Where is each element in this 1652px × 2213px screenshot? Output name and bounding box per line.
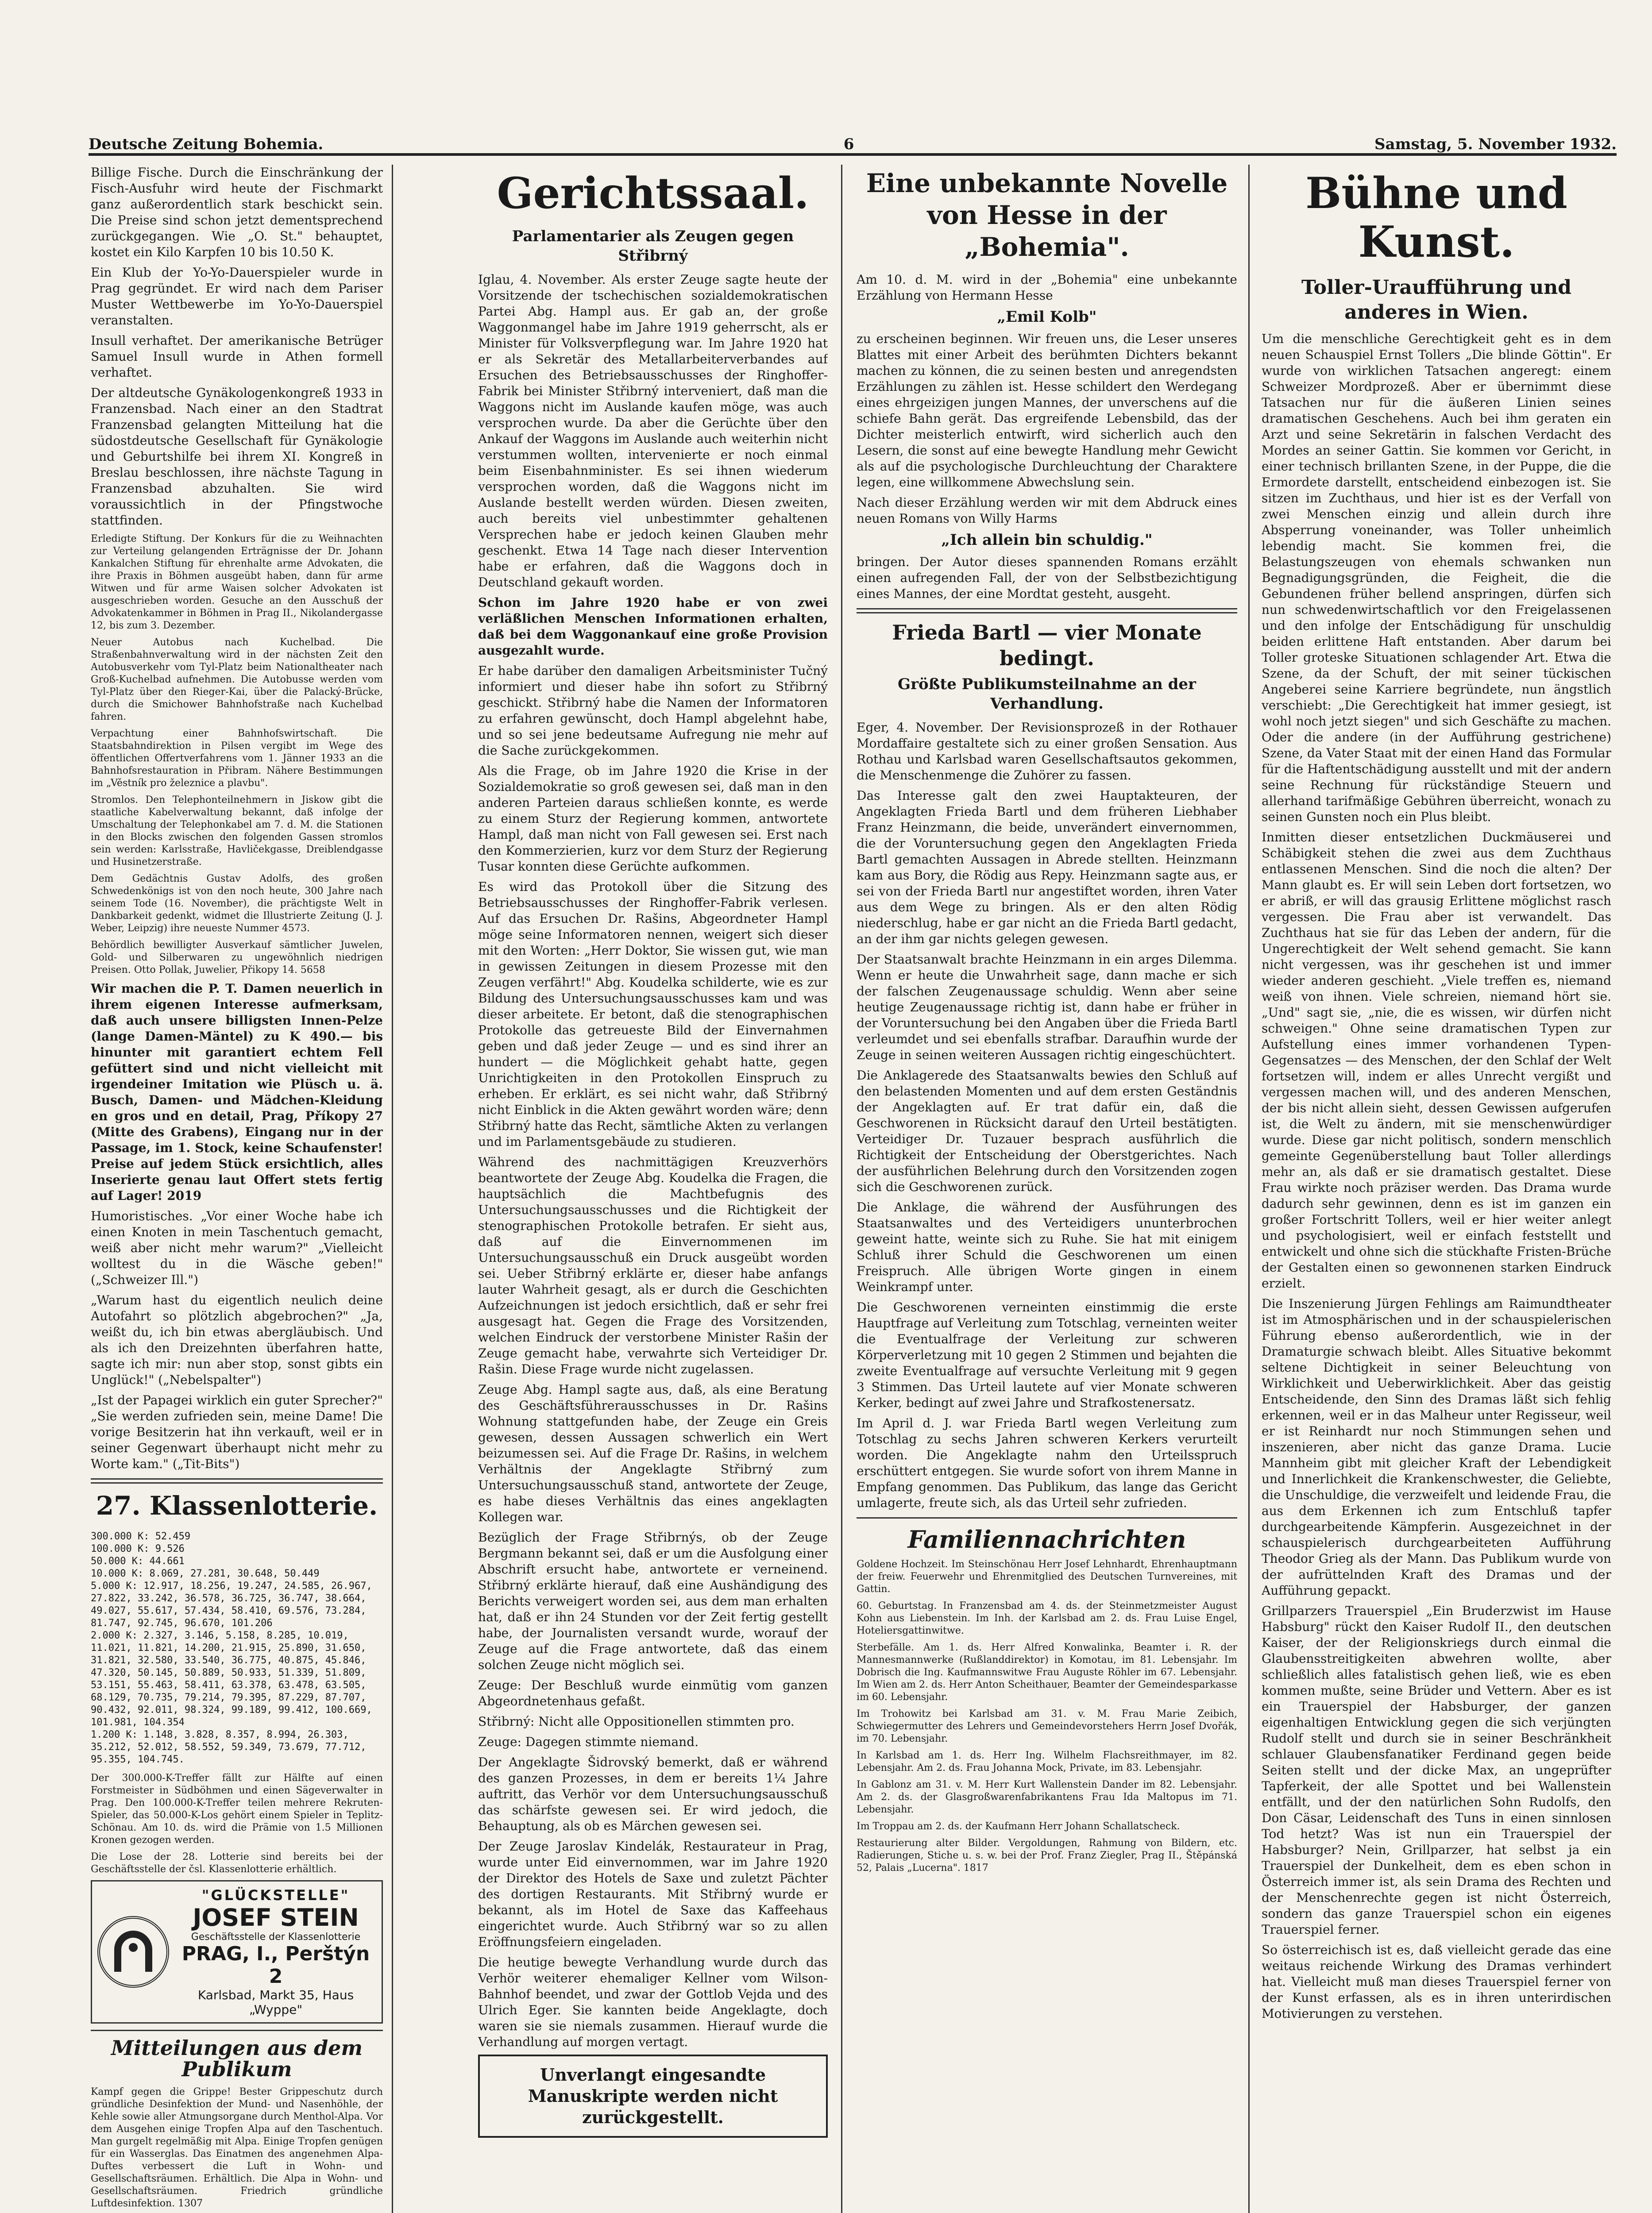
article-paragraph: Nach dieser Erzählung werden wir mit dem Abdruck eines neuen Romans von Willy Harms [857, 495, 1237, 526]
novel-title: „Ich allein bin schuldig." [941, 531, 1153, 549]
article-paragraph: Stromlos. Den Telephonteilnehmern in Jiskow gibt die staatliche Kabelverwaltung bekannt, daß infolge der Umschaltung der Telephonkabel am 7. d. M. die Stationen in den Blocks zwischen den folgenden Gassen stromlos sein werden: Karlsstraße, Havličekgasse, Dreiblendgasse und Husinetzerstraße. [91, 794, 383, 867]
article-paragraph: Verpachtung einer Bahnhofswirtschaft. Die Staatsbahndirektion in Pilsen vergibt im Wege des öffentlichen Offertverfahrens vom 1. Jänner 1933 an die Bahnhofsrestauration in Přibram. Nähere Bestimmungen im „Věstník pro železnice a plavbu". [91, 728, 383, 789]
lottery-title: 27. Klassenlotterie. [96, 1491, 378, 1521]
article-paragraph: Es wird das Protokoll über die Sitzung des Betriebsausschusses der Ringhoffer-Fabrik verlesen. Auf das Ersuchen Dr. Rašins, Abgeordneter Hampl möge seine Informatoren nennen, weigert sich dieser mit den Worten: „Herr Doktor, Sie wissen gut, wie man in gewissen Zeitungen in diesem Prozesse mit den Zeugen verfährt!" Abg. Koudelka schilderte, wie es zur Bildung des Untersuchungsausschusses kam und was dieser arbeitete. Er betont, daß die stenographischen Protokolle das getreueste Bild der Einvernahmen geben und daß jeder Zeuge — und es sind ihrer an hundert — die Möglichkeit gehabt hatte, gegen Unrichtigkeiten in den Protokollen Einspruch zu erheben. Er erklärt, es sei nicht wahr, daß Střibrný nicht Einblick in die Akten gewährt worden wäre; denn Střibrný hatte das Recht, sämtliche Akten zu verlangen und im Parlamentsgebäude zu studieren. [478, 879, 828, 1149]
article-paragraph: Der Angeklagte Šidrovský bemerkt, daß er während des ganzen Prozesses, in dem er bereits 1¼ Jahre auftritt, das Verhör vor dem Untersuchungsausschuß das schärfste gewesen sei. Er wird jedoch, die Behauptung, als ob es Märchen gewesen sei. [478, 1755, 828, 1833]
article-paragraph: Insull verhaftet. Der amerikanische Betrüger Samuel Insull wurde in Athen formell verhaftet. [91, 333, 383, 380]
ad-line: Geschäftsstelle der Klassenlotterie [191, 1932, 361, 1943]
article-paragraph: Die heutige bewegte Verhandlung wurde durch das Verhör weiterer ehemaliger Kellner vom Wilson-Bahnhof beendet, und zwar der Gottlob Vejda und des Ulrich Eger. Sie kannten beide Angeklagte, doch waren sie sie niemals zusammen. Hierauf wurde die Verhandlung auf morgen vertagt. [478, 1955, 828, 2049]
family-notice: In Gablonz am 31. v. M. Herr Kurt Wallenstein Dander im 82. Lebensjahr. Am 2. ds. der Glasgroßwarenfabrikantens Frau Ida Maltopus im 71. Lebensjahr. [857, 1779, 1237, 1815]
article-paragraph: Kampf gegen die Grippe! Bester Grippeschutz durch gründliche Desinfektion der Mund- und Nasenhöhle, der Kehle sowie aller Atmungsorgane durch Menthol-Alpa. Vor dem Ausgehen einige Tropfen Alpa auf den Taschentuch. Man gurgelt regelmäßig mit Alpa. Einige Tropfen genügen für ein Wasserglas. Das Einatmen des angenehmen Alpa-Duftes verbessert die Luft in Wohn- und Gesellschaftsräumen. Erhältlich. Die Alpa in Wohn- und Gesellschaftsräumen. Friedrich gründliche Luftdesinfektion. 1307 [91, 2086, 383, 2209]
article-paragraph: Zeuge Abg. Hampl sagte aus, daß, als eine Beratung des Geschäftsführerausschusses in Dr. Rašins Wohnung stattgefunden habe, der Zeuge ein Greis gewesen, dessen Aussagen schwerlich ein Wert beizumessen sei. Auf die Frage Dr. Rašins, in welchem Verhältnis der Angeklagte Střibrný zum Untersuchungsausschuß stand, antwortete der Zeuge, es habe dieses Verhältnis das eines angeklagten Kollegen war. [478, 1382, 828, 1524]
article-paragraph: Grillparzers Trauerspiel „Ein Bruderzwist im Hause Habsburg" rückt den Kaiser Rudolf II., den deutschen Kaiser, der der Religionskriegs durch einmal die Glaubensstreitigkeiten abwehren wollte, aber schließlich alles fatalistisch gehen ließ, wie es eben kommen mußte, seine Brüder und Vettern. Aber es ist ein Trauerspiel der Habsburger, der ganzen eigenhaltigen Entwicklung gegen die sich verjüngten Rudolf stellt und durch sie in seiner Beschränkheit schlauer Glaubensfanatiker Ferdinand gegen beide Seiten stellt und der dicke Max, an ungeprüfter Tapferkeit, der alle Spottet und bei Wallenstein entfällt, und der den natürlichen Sohn Rudolfs, den Don Cäsar, Leidenschaft des Tuns in einen sinnlosen Tod hetzt? Was ist nun ein Trauerspiel der Habsburger? Nein, Grillparzer, hat selbst ja ein Trauerspiel der Dunkelheit, dem es eben schon in Österreich immer ist, als sein Drama des Rechten und der Menschenrechte gegen ist nicht Österreich, sondern das ganze Trauerspiel schon ein eigenes Trauerspiel ferner. [1262, 1604, 1611, 1937]
article-paragraph: Die Anklage, die während der Ausführungen des Staatsanwaltes und des Verteidigers ununterbrochen geweint hatte, weinte sich zu Ruhe. Sie hat mit einigem Schluß ihrer Schuld die Geschworenen um einen Freispruch. Alle übrigen Worte gingen in einem Weinkrampf unter. [857, 1200, 1237, 1294]
article-paragraph: Iglau, 4. November. Als erster Zeuge sagte heute der Vorsitzende der tschechischen sozialdemokratischen Partei Abg. Hampl aus. Er gab an, der große Waggonmangel habe im Jahre 1919 geherrscht, als er Minister für Volksverpflegung war. Im Jahre 1920 hat er als Sekretär des Metallarbeiterverbandes auf Ersuchen des Betriebsausschusses der Ringhoffer-Fabrik bei Minister Střibrný interveniert, daß man die Waggons nicht im Auslande kaufen möge, was auch versprochen wurde. Da aber die Gerüchte über den Ankauf der Waggons im Auslande auch weiterhin nicht verstummen wollten, intervenierte er noch einmal beim Eisenbahnminister. Es sei ihnen wiederum versprochen worden, daß die Waggons nicht im Auslande bestellt werden würden. Diesen zweiten, auch bereits viel unbestimmter gehaltenen Versprechen habe er jedoch keinen Glauben mehr geschenkt. Etwa 14 Tage nach dieser Intervention habe er erfahren, daß die Waggons doch in Deutschland gekauft worden. [478, 272, 828, 590]
article-paragraph: Die Inszenierung Jürgen Fehlings am Raimundtheater ist im Atmosphärischen und in der schauspielerischen Führung ebenso außerordentlich, wie in der Dramaturgie schwach bleibt. Alles Situative bekommt seltene Dichtigkeit in seiner Beleuchtung von Wirklichkeit und Ueberwirklichkeit. Aber das geistig Entscheidende, den Sinn des Dramas läßt sich fehlig erkennen, weil er in das Malheur unter Regisseur, weil er ist Reinhardt nur noch Stimmungen sehen und inszenieren, aber nicht das ganze Drama. Lucie Mannheim gibt mit gleicher Kraft der Lebendigkeit und Innerlichkeit die Krankenschwester, die Geliebte, die Unschuldige, die verzweifelt und leidende Frau, die aus dem Erkennen ich zum Entschluß tapfer durchgearbeitende Kämpferin. Ausgezeichnet in der schauspielerisch durchgearbeiteten Aufführung Theodor Grieg als der Mann. Das Publikum wurde von der aufrüttelnden Kraft des Dramas und der Aufführung gepackt. [1262, 1296, 1611, 1598]
article-paragraph: Der Zeuge Jaroslav Kindelák, Restaurateur in Prag, wurde unter Eid einvernommen, war im Jahre 1920 der Direktor des Hotels de Saxe und zuletzt Pächter des dortigen Restaurants. Mit Střibrný wurde er bekannt, als im Hotel de Saxe das Kaffeehaus eingerichtet wurde. Auch Střibrný war so zu allen Eröffnungsfeiern eingeladen. [478, 1839, 828, 1949]
article-paragraph: Neuer Autobus nach Kuchelbad. Die Straßenbahnverwaltung wird in der nächsten Zeit den Autobusverkehr vom Tyl-Platz beim Nationaltheater nach Groß-Kuchelbad aufnehmen. Die Autobusse werden vom Tyl-Platz über den Rieger-Kai, über die Palacký-Brücke, durch die Smichower Bahnhofstraße nach Kuchelbad fahren. [91, 637, 383, 722]
masthead-bar [89, 127, 1617, 156]
ad-line: Karlsbad, Markt 35, Haus „Wyppe" [197, 1988, 354, 2017]
section-title: Bühne und Kunst. [1305, 168, 1567, 267]
section-title: Gerichtssaal. [497, 168, 809, 218]
article-paragraph: Ein Klub der Yo-Yo-Dauerspieler wurde in Prag gegründet. Er wird nach dem Pariser Muster Wettbewerbe im Yo-Yo-Dauerspiel veranstalten. [91, 265, 383, 328]
article-headline: Eine unbekannte Novelle von Hesse in der „Bohemia". [866, 168, 1228, 262]
horseshoe-icon [104, 1923, 162, 1981]
article-subheadline: Größte Publikumsteilnahme an der Verhandlung. [898, 675, 1196, 713]
column-rule [1248, 165, 1250, 2213]
article-paragraph: bringen. Der Autor dieses spannenden Romans erzählt einen aufregenden Fall, der von der Selbstbezichtigung eines Mannes, der eine Mordtat gesteht, ausgeht. [857, 555, 1237, 601]
section-title: Familiennachrichten [907, 1525, 1186, 1554]
article-paragraph: Während des nachmittägigen Kreuzverhörs beantwortete der Zeuge Abg. Koudelka die Fragen, die hauptsächlich die Machtbefugnis des Untersuchungsausschusses und die Richtigkeit der stenographischen Protokolle betrafen. Er sieht aus, daß auf die Einvernommenen im Untersuchungsausschuß ein Druck ausgeübt worden sei. Ueber Střibrný erklärte er, dieser habe anfangs lauter Wahrheit gesagt, als er durch die Geschichten Aufzeichnungen ist jedoch ersichtlich, daß er sehr frei ausgesagt hat. Gegen die Frage des Vorsitzenden, welchen Eindruck der verstorbene Minister Rašin der Zeuge gemacht habe, verwahrte sich Verteidiger Dr. Rašin. Diese Frage wurde nicht zugelassen. [478, 1155, 828, 1376]
divider [857, 608, 1237, 613]
article-paragraph: Im April d. J. war Frieda Bartl wegen Verleitung zum Totschlag zu sechs Jahren schweren Kerkers verurteilt worden. Die Angeklagte nahm den Urteilsspruch erschüttert entgegen. Sie wurde sofort von ihrem Manne in Empfang genommen. Das Publikum, das lange das Gericht umlagerte, freute sich, als das Urteil sehr zufrieden. [857, 1416, 1237, 1510]
advertisement-text: Restaurierung alter Bilder. Vergoldungen, Rahmung von Bildern, etc. Radierungen, Stiche u. s. w. bei der Prof. Franz Ziegler, Prag II., Štěpánská 52, Palais „Lucerna". 1817 [857, 1838, 1237, 1874]
family-notice: Sterbefälle. Am 1. ds. Herr Alfred Konwalinka, Beamter i. R. der Mannesmannwerke (Rußlanddirektor) in Komotau, im 81. Lebensjahr. Im Dobrisch die Ing. Kaufmannswitwe Frau Auguste Röhler im 67. Lebensjahr. Im Wien am 2. ds. Herr Anton Scheithauer, Beamter der Gemeindesparkasse im 60. Lebensjahr. [857, 1642, 1237, 1703]
masthead: Deutsche Zeitung Bohemia. [89, 135, 324, 153]
story-title: „Emil Kolb" [997, 308, 1097, 326]
article-paragraph: Billige Fische. Durch die Einschränkung der Fisch-Ausfuhr wird heute der Fischmarkt ganz außerordentlich stark beschickt sein. Die Preise sind schon jetzt dementsprechend zurückgegangen. Wie „O. St." behauptet, kostet ein Kilo Karpfen 10 bis 10.50 K. [91, 165, 383, 259]
date: Samstag, 5. November 1932. [1374, 135, 1617, 153]
article-paragraph: Dem Gedächtnis Gustav Adolfs, des großen Schwedenkönigs ist von den noch heute, 300 Jahre nach seinem Tode (16. November), die prächtigste Welt in Dankbarkeit gedenkt, widmet die Illustrierte Zeitung (J. J. Weber, Leipzig) ihre neueste Nummer 4573. [91, 873, 383, 934]
divider [857, 1517, 1237, 1519]
article-paragraph: Eger, 4. November. Der Revisionsprozeß in der Rothauer Mordaffaire gestaltete sich zu einer großen Sensation. Aus Rothau und Karlsbad waren Gesellschaftsautos gekommen, die Menschenmenge die Zuhörer zu fassen. [857, 720, 1237, 783]
column-rule [841, 165, 842, 2213]
humor-item: „Ist der Papagei wirklich ein guter Sprecher?" „Sie werden zufrieden sein, meine Dame! Die vorige Besitzerin hat ihn verkauft, weil er in seiner Gegenwart überhaupt nicht mehr zu Worte kam." („Tit-Bits") [91, 1393, 383, 1471]
article-paragraph: Schon im Jahre 1920 habe er von zwei verläßlichen Menschen Informationen erhalten, daß bei dem Waggonankauf eine große Provision ausgezahlt wurde. [478, 595, 828, 658]
family-notice: In Karlsbad am 1. ds. Herr Ing. Wilhelm Flachsreithmayer, im 82. Lebensjahr. Am 2. ds. Frau Johanna Mock, Private, im 83. Lebensjahr. [857, 1750, 1237, 1773]
family-notice: Im Troppau am 2. ds. der Kaufmann Herr Johann Schallatscheck. [857, 1821, 1180, 1832]
ad-line: "GLÜCKSTELLE" [201, 1887, 350, 1904]
divider [91, 2030, 383, 2031]
page-number: 6 [843, 135, 854, 153]
ad-text [175, 1887, 376, 2017]
article-paragraph: Erledigte Stiftung. Der Konkurs für die zu Weihnachten zur Verteilung gelangenden Erträgnisse der Dr. Johann Kankalchen Stiftung für ehrenhalte arme Advokaten, die ihre Praxis in Böhmen ausgeübt haben, dann für arme Witwen und für arme Waisen solcher Advokaten ist ausgeschrieben worden. Gesuche an den Ausschuß der Advokatenkammer in Böhmen in Prag II., Nikolandergasse 12, bis zum 3. Dezember. [91, 533, 383, 631]
family-notice: Im Trohowitz bei Karlsbad am 31. v. M. Frau Marie Zeibich, Schwiegermutter des Lehrers und Gemeindevorstehers Herrn Josef Dvořák, im 70. Lebensjahr. [857, 1708, 1237, 1744]
article-paragraph: Um die menschliche Gerechtigkeit geht es in dem neuen Schauspiel Ernst Tollers „Die blinde Göttin". Er wurde von wirklichen Tatsachen angeregt: einem Schweizer Mordprozeß. Aber er übernimmt diese Tatsachen nur für die äußeren Linien seines dramatischen Geschehens. Auch bei ihm geraten ein Arzt und seine Sekretärin in falschen Verdacht des Mordes an seiner Gattin. Sie kommen vor Gericht, in einer technisch brillanten Szene, in der Puppe, die die Ermordete darstellt, entscheidend einbezogen ist. Sie sitzen im Zuchthaus, und hier ist es der Verfall von zwei Menschen einzig und allein durch ihre Absperrung voneinander, was Toller unheimlich lebendig macht. Sie kommen frei, die Belastungszeugen von ehemals schwanken nun Begnadigungsgründen, die Feigheit, die die Gebundenen früher bellend anspringen, dürfen sich nun schwedenwirtschaftlich vor den Freigelassenen und den infolge der Entschädigung für unschuldig beiden erlittene Haft entstanden. Aber darum bei Toller groteske Situationen schlagender Art. Etwa die Szene, da der Schuft, der mit seiner tückischen Angeberei seine Karriere begründete, nun ängstlich verschiebt: „Die Gerechtigkeit hat immer gesiegt, ist wohl noch jetzt siegen" und sich Geschäfte zu machen. Oder die andere (in der Aufführung gestrichene) Szene, da Vater Staat mit der einen Hand das Formular für die Haftentschädigung ausstellt und mit der andern seine Rechnung für rückständige Steuern und allerhand tarifmäßige Gebühren überreicht, wonach zu seinen Gunsten noch ein Plus bleibt. [1262, 332, 1611, 824]
family-notice: 60. Geburtstag. In Franzensbad am 4. ds. der Steinmetzmeister August Kohn aus Liebenstein. Im Inh. der Karlsbad am 2. ds. Frau Luise Engel, Hoteliersgattinwitwe. [857, 1600, 1237, 1636]
advertisement-text: Wir machen die P. T. Damen neuerlich in ihrem eigenen Interesse aufmerksam, daß auch unsere billigsten Innen-Pelze (lange Damen-Mäntel) zu K 490.— bis hinunter mit garantiert echtem Fell gefüttert sind und nicht vielleicht mit irgendeiner Imitation wie Plüsch u. ä. Busch, Damen- und Mädchen-Kleidung en gros und en detail, Prag, Příkopy 27 (Mitte des Grabens), Eingang nur in der Passage, im 1. Stock, keine Schaufenster! Preise auf jedem Stück ersichtlich, alles Inserierte genau laut Offert stets fertig auf Lager! 2019 [91, 981, 383, 1203]
column-3 [857, 165, 1237, 2213]
column-2 [478, 165, 828, 2213]
article-headline: Parlamentarier als Zeugen gegen Střibrný [512, 227, 794, 265]
article-paragraph: Die Geschworenen verneinten einstimmig die erste Hauptfrage auf Verleitung zum Totschlag, verneinten weiter die Eventualfrage der Verleitung zur schweren Körperverletzung mit 10 gegen 2 Stimmen und bejahten die zweite Eventualfrage auf versuchte Verleitung mit 9 gegen 3 Stimmen. Das Urteil lautete auf vier Monate schweren Kerker, bedingt auf zwei Jahre und Strafkostenersatz. [857, 1300, 1237, 1410]
lottery-note: Die Lose der 28. Lotterie sind bereits bei der Geschäftsstelle der čsl. Klassenlotterie erhältlich. [91, 1851, 383, 1875]
lottery-advertisement [91, 1880, 383, 2024]
article-paragraph: Zeuge: Dagegen stimmte niemand. [478, 1735, 699, 1749]
lottery-numbers: 300.000 K: 52.459 100.000 K: 9.526 50.000 K: 44.661 10.000 K: 8.069, 27.281, 30.648, 50.449 5.000 K: 12.917, 18.256, 19.247, 24.585, 26.967, 27.822, 33.242, 36.578, 36.725, 36.747, 38.664, 49.027, 55.617, 57.434, 58.410, 69.576, 73.284, 81.747, 92.745, 96.670, 101.206 2.000 K: 2.327, 3.146, 5.158, 8.285, 10.019, 11.021, 11.821, 14.200, 21.915, 25.890, 31.650, 31.821, 32.580, 33.540, 36.775, 40.875, 45.846, 47.320, 50.145, 50.889, 50.933, 51.339, 51.809, 53.151, 55.463, 58.411, 63.378, 63.478, 63.505, 68.129, 70.735, 79.214, 79.395, 87.229, 87.707, 90.432, 92.011, 98.324, 99.189, 99.412, 100.669, 101.981, 104.354 1.200 K: 1.148, 3.828, 8.357, 8.994, 26.303, 35.212, 52.012, 58.552, 59.349, 73.679, 77.712, 95.355, 104.745. [91, 1531, 372, 1765]
article-paragraph: Zeuge: Der Beschluß wurde einmütig vom ganzen Abgeordnetenhaus gefaßt. [478, 1678, 828, 1708]
article-paragraph: Střibrný: Nicht alle Oppositionellen stimmten pro. [478, 1714, 795, 1729]
family-notice: Goldene Hochzeit. Im Steinschönau Herr Josef Lehnhardt, Ehrenhauptmann der freiw. Feuerwehr und Ehrenmitglied des Deutschen Turnvereines, mit Gattin. [857, 1559, 1237, 1595]
section-title: Mitteilungen aus dem Publikum [111, 2036, 363, 2081]
article-paragraph: So österreichisch ist es, daß vielleicht gerade das eine weitaus reichende Wirkung des Dramas verhindert hat. Vielleicht muß man dieses Trauerspiel ferner von der Kunst erfassen, als es in ihren unterirdischen Motivierungen zu verstehen. [1262, 1943, 1611, 2021]
article-headline: Toller-Uraufführung und anderes in Wien. [1301, 276, 1572, 324]
ad-line: PRAG, I., Perštýn 2 [181, 1943, 370, 1988]
lottery-note: Der 300.000-K-Treffer fällt zur Hälfte auf einen Forstmeister in Südböhmen und einen Sägeverwalter in Prag. Den 100.000-K-Treffer teilen mehrere Rekruten-Spieler, das 50.000-K-Los gehört einem Spieler in Teplitz-Schönau. Am 10. ds. wird die Prämie von 1.5 Millionen Kronen gezogen werden. [91, 1773, 383, 1846]
article-paragraph: Am 10. d. M. wird in der „Bohemia" eine unbekannte Erzählung von Hermann Hesse [857, 272, 1237, 303]
article-paragraph: Der Staatsanwalt brachte Heinzmann in ein arges Dilemma. Wenn er heute die Unwahrheit sage, dann mache er sich der falschen Zeugenaussage schuldig. Wenn aber seine heutige Zeugenaussage richtig ist, dann habe er früher in der Voruntersuchung bei den Angaben über die Frieda Bartl verleumdet und sei ebenfalls strafbar. Daraufhin wurde der Zeuge in seinen weiteren Aussagen richtig eingeschüchtert. [857, 952, 1237, 1062]
divider [91, 1478, 383, 1484]
article-paragraph: Die Anklagerede des Staatsanwalts bewies den Schluß auf den belastenden Momenten und auf dem ersten Geständnis der Angeklagten auf. Er trat dafür ein, daß die Geschworenen in Rücksicht darauf den Urteil bestätigten. Verteidiger Dr. Tuzauer besprach ausführlich die Richtigkeit der Entscheidung der Oberstgerichtes. Nach der ausführlichen Belehrung durch den Vorsitzenden zogen sich die Geschworenen zurück. [857, 1068, 1237, 1194]
article-paragraph: Bezüglich der Frage Střibrnýs, ob der Zeuge Bergmann bekannt sei, daß er um die Ausfolgung einer Abschrift ersucht habe, antwortete er verneinend. Střibrný erklärte hierauf, daß eine Aushändigung des Berichts verweigert worden sei, aus dem man erhalten hat, daß er ihn 24 Stunden vor der Zeit fertig gestellt habe, der Journalisten versandt wurde, worauf der Zeuge auf die Frage antwortete, daß das einem solchen Zeuge nicht möglich sei. [478, 1530, 828, 1672]
article-paragraph: Als die Frage, ob im Jahre 1920 die Krise in der Sozialdemokratie so groß gewesen sei, daß man in den anderen Parteien daraus schließen konnte, es werde zu einem Sturz der Regierung kommen, antwortete Hampl, daß man nicht von Fall gewesen sei. Erst nach den Kommerzierien, kurz vor dem Sturz der Regierung Tusar konnten diese Gerüchte aufkommen. [478, 763, 828, 874]
article-paragraph: Das Interesse galt den zwei Hauptakteuren, der Angeklagten Frieda Bartl und dem früheren Liebhaber Franz Heinzmann, die beide, unverändert einvernommen, die der Voruntersuchung gegen den Angeklagten Frieda Bartl gemachten Aussagen in Abrede stellten. Heinzmann kam aus Bory, die Rödig aus Repy. Heinzmann sagte aus, er sei von der Frieda Bartl nur angestiftet worden, ihren Vater aus dem Wege zu bringen. Als er den alten Rödig niederschlug, habe er gar nicht an die Frieda Bartl gedacht, an der ihm gar nichts gelegen gewesen. [857, 788, 1237, 946]
column-rule [392, 165, 393, 2213]
article-paragraph: Der altdeutsche Gynäkologenkongreß 1933 in Franzensbad. Nach einer an den Stadtrat Franzensbad gelangten Mitteilung hat die südostdeutsche Gesellschaft für Gynäkologie und Geburtshilfe bei ihrem XI. Kongreß in Breslau beschlossen, ihre nächste Tagung in Franzensbad abzuhalten. Sie wird voraussichtlich in der Pfingstwoche stattfinden. [91, 386, 383, 528]
seal-logo [97, 1916, 169, 1988]
humor-item: Humoristisches. „Vor einer Woche habe ich einen Knoten in mein Taschentuch gemacht, weiß aber nicht mehr warum?" „Vielleicht wolltest du in die Wäsche geben!" („Schweizer Ill.") [91, 1209, 383, 1287]
article-paragraph: zu erscheinen beginnen. Wir freuen uns, die Leser unseres Blattes mit einer Arbeit des berühmten Dichters bekannt machen zu können, die zu seinen besten und anregendsten Erzählungen zu zählen ist. Hesse schildert den Werdegang eines ehrgeizigen jungen Mannes, der unverschens auf die schiefe Bahn gerät. Das ergreifende Lebensbild, das der Dichter meisterlich entwirft, wird sicherlich auch den Lesern, die sonst auf eine bewegte Handlung mehr Gewicht als auf die psychologische Durchleuchtung der Charaktere legen, eine willkommene Abwechslung sein. [857, 332, 1237, 490]
article-paragraph: Behördlich bewilligter Ausverkauf sämtlicher Juwelen, Gold- und Silberwaren zu ungewöhnlich niedrigen Preisen. Otto Pollak, Juwelier, Přikopy 14. 5658 [91, 940, 383, 975]
ad-line: JOSEF STEIN [193, 1904, 359, 1932]
article-headline: Frieda Bartl — vier Monate bedingt. [892, 621, 1202, 670]
column-4 [1262, 165, 1611, 2213]
notice-box: Unverlangt eingesandte Manuskripte werden nicht zurückgestellt. [478, 2055, 828, 2138]
column-1 [91, 165, 383, 2213]
humor-item: „Warum hast du eigentlich neulich deine Autofahrt so plötzlich abgebrochen?" „Ja, weißt du, ich bin etwas abergläubisch. Und als ich den Dreizehnten überfahren hatte, sagte ich mir: nun aber stop, sonst gibts ein Unglück!" („Nebelspalter") [91, 1293, 383, 1387]
article-paragraph: Inmitten dieser entsetzlichen Duckmäuserei und Schäbigkeit stehen die zwei aus dem Zuchthaus entlassenen Menschen. Sind die noch die alten? Der Mann glaubt es. Er will sein Leben dort fortsetzen, wo er abriß, er will das grausig Erlittene möglichst rasch vergessen. Die Frau aber ist verwandelt. Das Zuchthaus hat sie für das Leben der andern, für die Ungerechtigkeit der Welt sehend gemacht. Sie kann nicht vergessen, was ihr geschehen ist und immer wieder anderen geschieht. „Viele treffen es, niemand weiß von ihnen. Viele schreien, niemand hört sie. „Und" sagt sie, „nie, die es wissen, wir dürfen nicht schweigen." Ohne seine dramatischen Typen zur Aufstellung eines immer vorhandenen Typen-Gegensatzes — des Menschen, der den Schlaf der Welt fortsetzen will, indem er alles Unrecht vergißt und vergessen machen will, und des anderen Menschen, der bis nicht allein sieht, dessen Gewissen aufgerufen ist, die Welt zu ändern, mit sie menschenwürdiger wurde. Diese gar nicht politisch, sondern menschlich gemeinte Gegenüberstellung baut Toller allerdings mehr an, als daß er sie dramatisch gestaltet. Diese Frau wirkte noch präziser werden. Das Drama wurde dadurch sehr gewinnen, denn es ist im ganzen ein großer Fortschritt Tollers, weil er hier weiter anlegt und psychologisiert, weil er einfach feststellt und entwickelt und ohne sich die stückhafte Fristen-Brüche der Gestalten einen so gewonnenen starken Eindruck erzielt. [1262, 830, 1611, 1291]
article-paragraph: Er habe darüber den damaligen Arbeitsminister Tučný informiert und dieser habe ihn sofort zu Střibrný geschickt. Střibrný habe die Namen der Informatoren zu erfahren gewünscht, doch Hampl abgelehnt habe, und so sei jene bedeutsame Aufregung nie mehr auf die Sache zurückgekommen. [478, 663, 828, 758]
